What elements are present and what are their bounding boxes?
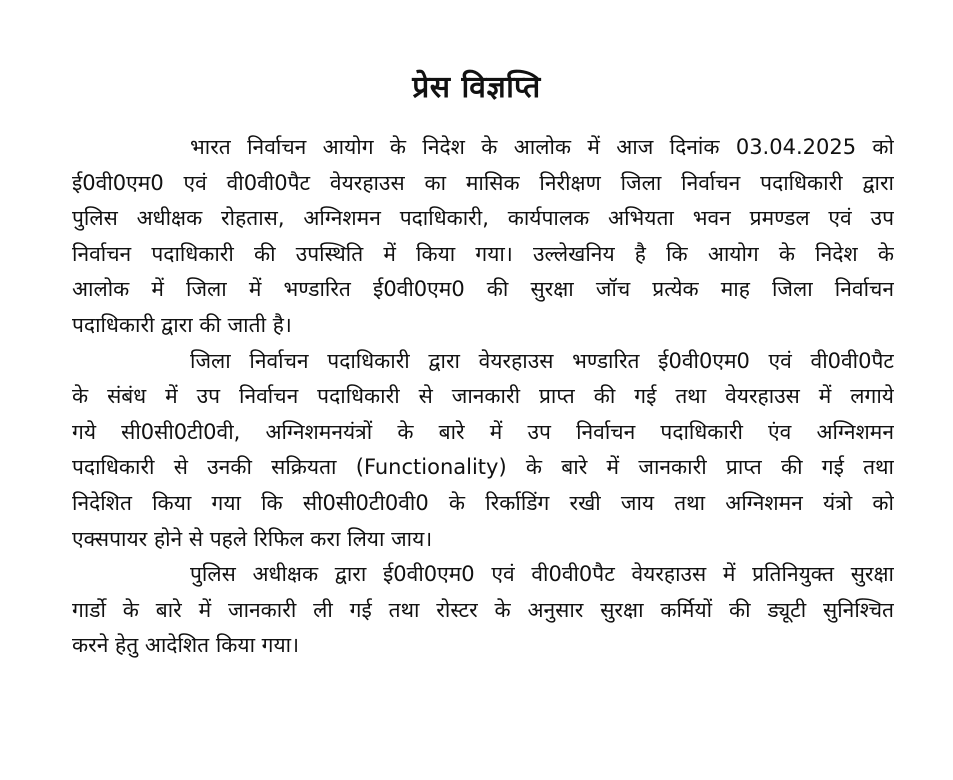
text-line: के संबंध में उप निर्वाचन पदाधिकारी से जानकारी प्राप्त की गई तथा वेयरहाउस में लगाये — [72, 384, 894, 409]
text-line: भारत निर्वाचन आयोग के निदेश के आलोक में आज दिनांक 03.04.2025 को — [190, 135, 894, 159]
text-line: करने हेतु आदेशित किया गया। — [72, 633, 300, 658]
text-line: निर्वाचन पदाधिकारी की उपस्थिति में किया गया। उल्लेखनिय है कि आयोग के निदेश के — [72, 241, 894, 266]
text-line: गार्डो के बारे में जानकारी ली गई तथा रोस्टर के अनुसार सुरक्षा कर्मियों की ड्यूटी सुनिश्चित — [72, 597, 894, 622]
paragraph-1 — [72, 130, 894, 344]
text-line: पुलिस अधीक्षक द्वारा ई0वी0एम0 एवं वी0वी0पैट वेयरहाउस में प्रतिनियुक्त सुरक्षा — [190, 562, 894, 587]
text-line: गये सी0सी0टी0वी, अग्निशमनयंत्रों के बारे में उप निर्वाचन पदाधिकारी एंव अग्निशमन — [72, 419, 894, 444]
text-line: जिला निर्वाचन पदाधिकारी द्वारा वेयरहाउस भण्डारित ई0वी0एम0 एवं वी0वी0पैट — [190, 348, 894, 373]
text-line: निदेशित किया गया कि सी0सी0टी0वी0 के रिर्काडिंग रखी जाय तथा अग्निशमन यंत्रो को — [72, 490, 894, 515]
text-line: आलोक में जिला में भण्डारित ई0वी0एम0 की सुरक्षा जॉच प्रत्येक माह जिला निर्वाचन — [72, 277, 894, 302]
text-line: पुलिस अधीक्षक रोहतास, अग्निशमन पदाधिकारी, कार्यपालक अभियता भवन प्रमण्डल एवं उप — [72, 206, 894, 231]
text-line: पदाधिकारी से उनकी सक्रियता (Functionality) के बारे में जानकारी प्राप्त की गई तथा — [72, 455, 894, 480]
text-line: एक्सपायर होने से पहले रिफिल करा लिया जाय। — [72, 526, 433, 551]
paragraph-3 — [72, 557, 894, 664]
document-title: प्रेस विज्ञप्ति — [412, 70, 541, 105]
paragraph-2 — [72, 344, 894, 558]
text-line: ई0वी0एम0 एवं वी0वी0पैट वेयरहाउस का मासिक निरीक्षण जिला निर्वाचन पदाधिकारी द्वारा — [72, 170, 894, 195]
document-body — [72, 130, 894, 664]
text-line: पदाधिकारी द्वारा की जाती है। — [72, 312, 292, 337]
